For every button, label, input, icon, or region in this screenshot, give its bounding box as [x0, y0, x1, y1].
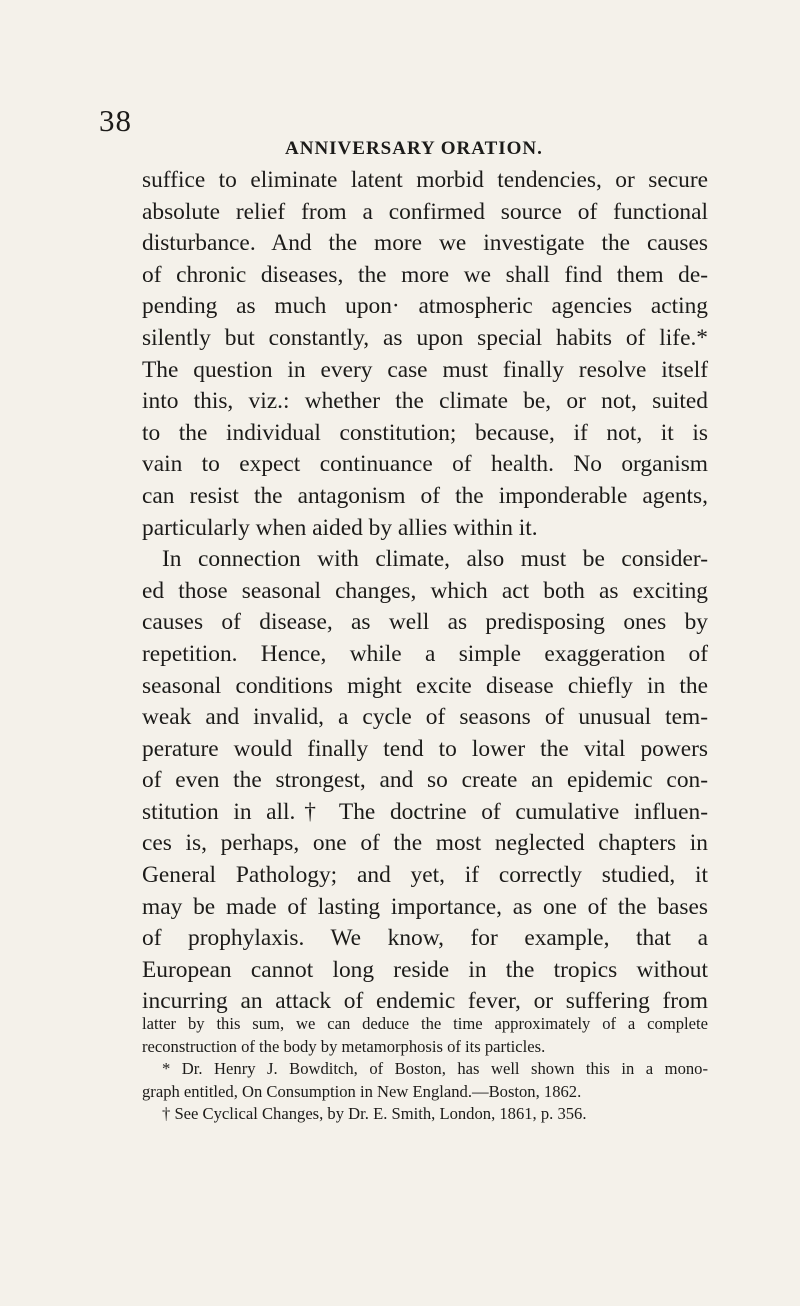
- text-line: In connection with climate, also must be consider-: [162, 546, 708, 573]
- text-line: particularly when aided by allies within it.: [142, 514, 538, 541]
- text-line: General Pathology; and yet, if correctly studied, it: [142, 862, 708, 889]
- text-line: suffice to eliminate latent morbid tendencies, or secure: [142, 167, 708, 193]
- text-line: repetition. Hence, while a simple exaggeration of: [142, 640, 708, 667]
- text-line: of chronic diseases, the more we shall find them de-: [142, 261, 708, 288]
- footnotes: [142, 1013, 708, 1126]
- footnote-line: * Dr. Henry J. Bowditch, of Boston, has well shown this in a mono-: [162, 1059, 708, 1078]
- text-line: can resist the antagonism of the imponderable agents,: [142, 482, 708, 509]
- text-line: seasonal conditions might excite disease chiefly in the: [142, 672, 708, 699]
- text-line: ces is, perhaps, one of the most neglected chapters in: [142, 830, 708, 857]
- footnote-line: reconstruction of the body by metamorphosis of its particles.: [142, 1036, 546, 1056]
- text-line: causes of disease, as well as predisposing ones by: [142, 609, 708, 636]
- text-line: may be made of lasting importance, as one of the bases: [142, 893, 708, 920]
- text-line: into this, viz.: whether the climate be, or not, suited: [142, 388, 708, 415]
- text-line: perature would finally tend to lower the vital powers: [142, 735, 708, 762]
- text-line: vain to expect continuance of health. No organism: [142, 451, 708, 478]
- text-line: to the individual constitution; because, if not, it is: [142, 419, 708, 446]
- page-number: 38: [99, 103, 132, 138]
- text-line: incurring an attack of endemic fever, or suffering from: [142, 988, 708, 1015]
- text-line: weak and invalid, a cycle of seasons of unusual tem-: [142, 704, 708, 731]
- body-text: [142, 165, 708, 1018]
- text-line: stitution in all.† The doctrine of cumulative influen-: [142, 798, 708, 825]
- text-line: ed those seasonal changes, which act both as exciting: [142, 577, 708, 604]
- text-line: of prophylaxis. We know, for example, that a: [142, 925, 708, 952]
- text-line: silently but constantly, as upon special habits of life.*: [142, 324, 708, 351]
- text-line: The question in every case must finally resolve itself: [142, 356, 708, 383]
- text-line: of even the strongest, and so create an epidemic con-: [142, 767, 708, 794]
- footnote-line: latter by this sum, we can deduce the time approximately of a complete: [142, 1014, 708, 1033]
- footnote-line: † See Cyclical Changes, by Dr. E. Smith, London, 1861, p. 356.: [162, 1104, 587, 1123]
- text-line: European cannot long reside in the tropics without: [142, 956, 708, 983]
- footnote-line: graph entitled, On Consumption in New England.—Boston, 1862.: [142, 1081, 582, 1101]
- text-line: absolute relief from a confirmed source of functional: [142, 198, 708, 225]
- running-head: ANNIVERSARY ORATION.: [285, 138, 543, 159]
- text-line: disturbance. And the more we investigate the causes: [142, 230, 708, 257]
- text-line: pending as much upon· atmospheric agencies acting: [142, 293, 708, 320]
